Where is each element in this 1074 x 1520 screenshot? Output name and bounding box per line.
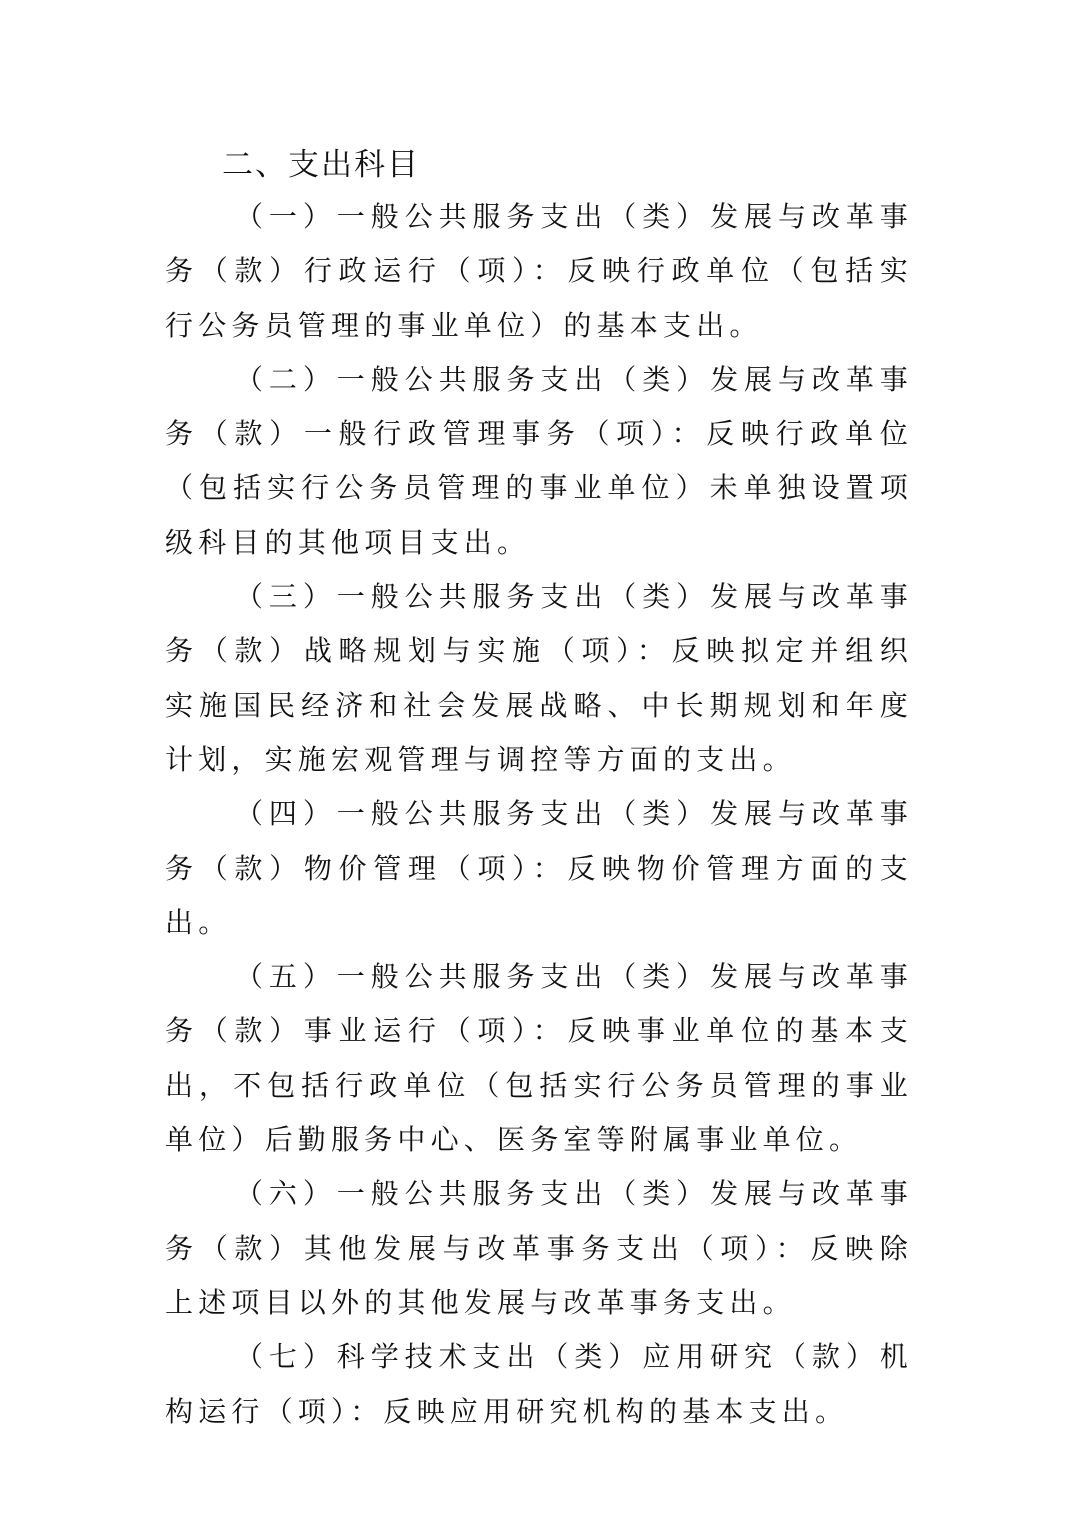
- paragraph-3: （三）一般公共服务支出（类）发展与改革事务（款）战略规划与实施（项）：反映拟定并组织实施国民经济和社会发展战略、中长期规划和年度计划，实施宏观管理与调控等方面的支出。: [165, 580, 913, 776]
- section-heading: 二、支出科目: [222, 147, 420, 183]
- paragraph-4: （四）一般公共服务支出（类）发展与改革事务（款）物价管理（项）：反映物价管理方面的支出。: [165, 797, 913, 939]
- paragraph-6: （六）一般公共服务支出（类）发展与改革事务（款）其他发展与改革事务支出（项）：反映除上述项目以外的其他发展与改革事务支出。: [165, 1177, 913, 1319]
- paragraph-7: （七）科学技术支出（类）应用研究（款）机构运行（项）：反映应用研究机构的基本支出。: [165, 1340, 913, 1428]
- paragraph-5: （五）一般公共服务支出（类）发展与改革事务（款）事业运行（项）：反映事业单位的基本支出，不包括行政单位（包括实行公务员管理的事业单位）后勤服务中心、医务室等附属事业单位。: [165, 960, 913, 1157]
- paragraph-2: （二）一般公共服务支出（类）发展与改革事务（款）一般行政管理事务（项）：反映行政单位（包括实行公务员管理的事业单位）未单独设置项级科目的其他项目支出。: [165, 362, 913, 559]
- paragraph-1: （一）一般公共服务支出（类）发展与改革事务（款）行政运行（项）：反映行政单位（包括实行公务员管理的事业单位）的基本支出。: [165, 200, 913, 342]
- paragraph-list: [165, 190, 913, 1439]
